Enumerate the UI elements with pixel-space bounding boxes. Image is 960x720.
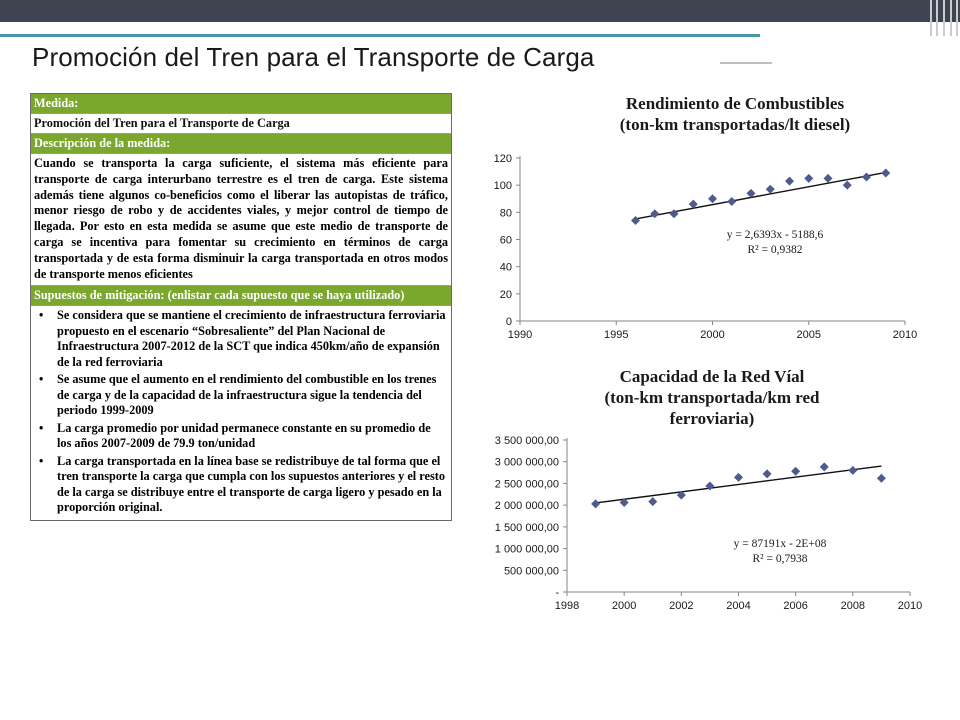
data-point bbox=[591, 499, 600, 508]
x-tick-label: 2008 bbox=[840, 600, 866, 612]
y-tick-label: - bbox=[555, 587, 559, 599]
measure-panel bbox=[30, 93, 452, 521]
header-decoration bbox=[943, 0, 945, 36]
header-decoration bbox=[950, 0, 952, 36]
slide-top-bar bbox=[0, 0, 960, 22]
y-tick-label: 80 bbox=[499, 207, 512, 220]
trendline bbox=[596, 466, 882, 503]
data-point bbox=[763, 469, 772, 478]
bullet-glyph: • bbox=[39, 420, 44, 435]
bullet-glyph: • bbox=[39, 308, 44, 323]
chart2-title-line: (ton-km transportada/km red bbox=[604, 388, 820, 407]
y-tick-label: 20 bbox=[499, 288, 512, 301]
header-decoration bbox=[930, 0, 932, 36]
data-point bbox=[862, 173, 871, 182]
assumptions-list bbox=[31, 306, 451, 520]
y-tick-label: 40 bbox=[499, 261, 512, 274]
y-tick-label: 3 000 000,00 bbox=[494, 456, 559, 469]
y-tick-label: 3 500 000,00 bbox=[494, 435, 559, 447]
data-point bbox=[727, 197, 736, 206]
y-tick-label: 2 000 000,00 bbox=[494, 500, 559, 513]
x-tick-label: 2006 bbox=[783, 600, 808, 612]
x-tick-label: 2010 bbox=[892, 329, 918, 341]
data-point bbox=[804, 174, 813, 183]
x-tick-label: 2000 bbox=[700, 329, 725, 341]
title-rule bbox=[720, 62, 772, 64]
data-point bbox=[877, 474, 886, 483]
assumption-text: Se considera que se mantiene el crecimiento de infraestructura ferroviaria propuesto en el escenario “Sobresaliente” del Plan Nacional de Infraestructura 2007-2012 de la SCT que indica 450km/año de expansión de la red ferroviaria bbox=[57, 308, 446, 369]
assumption-item bbox=[39, 420, 447, 452]
data-point bbox=[708, 194, 717, 203]
header-decoration bbox=[936, 0, 938, 36]
assumption-text: La carga promedio por unidad permanece constante en su promedio de los años 2007-2009 de 79.9 ton/unidad bbox=[57, 420, 431, 451]
assumption-text: Se asume que el aumento en el rendimiento del combustible en los trenes de carga y de la capacidad de la infraestructura sigue la tendencia del periodo 1999-2009 bbox=[57, 372, 437, 418]
assumption-item bbox=[39, 308, 447, 370]
bullet-glyph: • bbox=[39, 453, 44, 468]
data-point bbox=[881, 168, 890, 177]
data-point bbox=[734, 473, 743, 482]
y-tick-label: 120 bbox=[493, 153, 512, 165]
x-tick-label: 2005 bbox=[796, 329, 821, 341]
chart2-title-line: Capacidad de la Red Víal bbox=[619, 367, 805, 386]
data-point bbox=[766, 185, 775, 194]
slide-title: Promoción del Tren para el Transporte de Carga bbox=[32, 42, 595, 72]
chart1-title-line: (ton-km transportadas/lt diesel) bbox=[619, 115, 851, 134]
rail-capacity-chart bbox=[470, 430, 930, 620]
data-point bbox=[824, 174, 833, 183]
y-tick-label: 2 500 000,00 bbox=[494, 478, 559, 491]
fuel-efficiency-chart bbox=[470, 140, 920, 355]
data-point bbox=[791, 467, 800, 476]
y-tick-label: 1 000 000,00 bbox=[494, 543, 559, 556]
x-tick-label: 1990 bbox=[507, 329, 533, 341]
data-point bbox=[820, 462, 829, 471]
trend-r2: R² = 0,9382 bbox=[747, 244, 803, 256]
trend-equation: y = 87191x - 2E+08 bbox=[733, 538, 827, 550]
chart1-title bbox=[540, 93, 930, 135]
assumptions-label: Supuestos de mitigación: (enlistar cada supuesto que se haya utilizado) bbox=[31, 286, 451, 306]
data-point bbox=[648, 497, 657, 506]
chart1-title-line: Rendimiento de Combustibles bbox=[625, 94, 845, 113]
description-text: Cuando se transporta la carga suficiente, el sistema más eficiente para transporte de carga interurbano terrestre es el tren de carga. Este sistema además tiene algunos co-beneficios como el liberar las autopistas de tráfico, menor riesgo de robo y de accidentes viales, y mejor control de tiempo de llegada. Por esto en esta medida se asume que este medio de transporte de carga se incentiva para fomentar su crecimiento en términos de carga transportada y de esta forma disminuir la carga transportada en otros modos de transporte menos eficientes bbox=[31, 154, 451, 286]
y-tick-label: 60 bbox=[499, 234, 512, 247]
x-tick-label: 2010 bbox=[897, 600, 923, 612]
data-point bbox=[848, 466, 857, 475]
y-tick-label: 1 500 000,00 bbox=[494, 521, 559, 534]
assumption-text: La carga transportada en la línea base se redistribuye de tal forma que el tren transporte la carga que cumpla con los supuestos anteriores y el resto de la carga se distribuye entre el transporte de carga ligero y pesado en la proporción original. bbox=[57, 453, 446, 515]
x-tick-label: 1998 bbox=[554, 600, 580, 612]
trend-equation: y = 2,6393x - 5188,6 bbox=[726, 229, 824, 241]
y-tick-label: 0 bbox=[505, 316, 512, 328]
assumption-item bbox=[39, 372, 447, 419]
measure-label: Medida: bbox=[31, 94, 451, 114]
data-point bbox=[843, 181, 852, 190]
measure-value: Promoción del Tren para el Transporte de Carga bbox=[31, 114, 451, 134]
y-tick-label: 100 bbox=[493, 180, 512, 193]
chart2-title-line: ferroviaria) bbox=[669, 409, 755, 428]
bullet-glyph: • bbox=[39, 372, 44, 387]
data-point bbox=[785, 177, 794, 186]
assumption-item bbox=[39, 453, 447, 516]
description-label: Descripción de la medida: bbox=[31, 134, 451, 154]
header-decoration bbox=[956, 0, 958, 36]
x-tick-label: 1995 bbox=[604, 329, 629, 341]
header-accent-line bbox=[0, 34, 760, 37]
x-tick-label: 2004 bbox=[726, 600, 751, 612]
data-point bbox=[631, 216, 640, 225]
trend-r2: R² = 0,7938 bbox=[752, 553, 808, 565]
chart2-title bbox=[512, 366, 912, 429]
x-tick-label: 2000 bbox=[611, 600, 637, 612]
y-tick-label: 500 000,00 bbox=[503, 565, 559, 578]
x-tick-label: 2002 bbox=[669, 600, 694, 612]
data-point bbox=[650, 209, 659, 218]
